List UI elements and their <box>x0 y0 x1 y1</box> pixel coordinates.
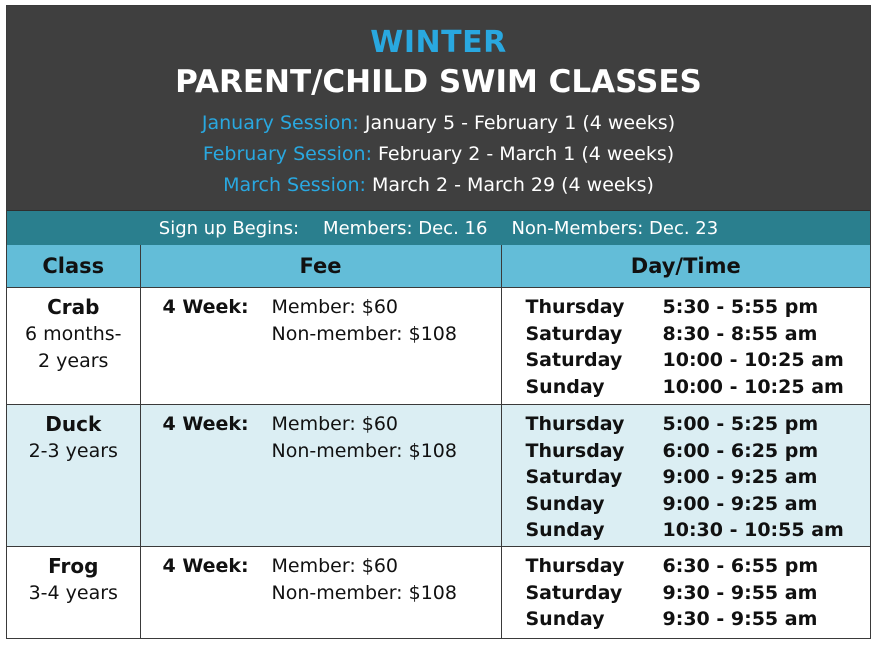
class-name: Crab <box>47 295 100 319</box>
slot-day: Saturday <box>525 466 623 488</box>
slot-time: 10:00 - 10:25 am <box>662 349 844 371</box>
session-list <box>7 108 870 201</box>
class-cell <box>7 405 140 547</box>
fee-period: 4 Week: <box>162 555 249 577</box>
fee-member <box>141 553 501 580</box>
fee-nonmember <box>141 438 501 465</box>
slot-time: 5:30 - 5:55 pm <box>662 296 819 318</box>
time-slot <box>526 517 871 544</box>
fee-member-price: Member: $60 <box>271 413 399 435</box>
class-age: 2-3 years <box>28 440 118 462</box>
time-slot <box>526 347 871 374</box>
session-february <box>7 139 870 170</box>
session-march <box>7 170 870 201</box>
slot-time: 9:00 - 9:25 am <box>662 492 818 515</box>
slot-day: Saturday <box>525 581 623 604</box>
table-row <box>7 547 870 640</box>
slot-day: Sunday <box>525 519 605 541</box>
slot-day: Sunday <box>525 608 605 630</box>
time-slot <box>526 580 871 607</box>
slot-time: 10:00 - 10:25 am <box>662 375 844 398</box>
slot-time: 9:30 - 9:55 am <box>662 608 818 630</box>
time-slot <box>526 294 871 321</box>
table-row <box>7 405 870 547</box>
fee-nonmember-price: Non-member: $108 <box>271 582 457 604</box>
season-title: WINTER <box>370 25 507 60</box>
slot-time: 5:00 - 5:25 pm <box>662 413 819 435</box>
fee-period: 4 Week: <box>162 296 249 318</box>
table-header-row <box>7 245 870 288</box>
schedule-flyer <box>6 5 871 639</box>
fee-cell <box>140 547 501 640</box>
class-table <box>7 245 870 639</box>
page-title: PARENT/CHILD SWIM CLASSES <box>175 64 702 100</box>
slot-time: 10:30 - 10:55 am <box>662 519 844 541</box>
time-slot <box>526 606 871 633</box>
time-cell <box>501 405 870 547</box>
fee-nonmember-price: Non-member: $108 <box>271 440 457 462</box>
fee-cell <box>140 405 501 547</box>
session-dates: February 2 - March 1 (4 weeks) <box>378 143 675 165</box>
time-slot <box>526 553 871 580</box>
class-cell <box>7 288 140 405</box>
fee-member <box>141 411 501 438</box>
class-cell <box>7 547 140 640</box>
slot-time: 6:00 - 6:25 pm <box>662 439 819 462</box>
time-slot <box>526 491 871 518</box>
fee-member-price: Member: $60 <box>271 555 399 577</box>
session-dates: January 5 - February 1 (4 weeks) <box>364 112 676 134</box>
class-age: 3-4 years <box>28 582 118 604</box>
time-cell <box>501 288 870 405</box>
signup-members: Members: Dec. 16 <box>323 217 488 239</box>
slot-time: 6:30 - 6:55 pm <box>662 555 819 577</box>
class-name: Frog <box>48 554 99 578</box>
signup-banner <box>7 210 870 245</box>
header <box>7 6 870 210</box>
session-dates: March 2 - March 29 (4 weeks) <box>371 174 654 196</box>
class-age: 6 months- <box>24 323 122 345</box>
session-january <box>7 108 870 139</box>
slot-day: Saturday <box>525 349 623 371</box>
slot-time: 9:30 - 9:55 am <box>662 581 818 604</box>
time-slot <box>526 438 871 465</box>
slot-time: 8:30 - 8:55 am <box>662 322 818 345</box>
slot-day: Sunday <box>525 492 605 515</box>
slot-time: 9:00 - 9:25 am <box>662 466 818 488</box>
slot-day: Saturday <box>525 322 623 345</box>
session-label: February Session: <box>202 143 372 165</box>
fee-nonmember <box>141 321 501 348</box>
column-header-class: Class <box>7 245 140 288</box>
fee-member-price: Member: $60 <box>271 296 399 318</box>
column-header-fee: Fee <box>140 245 501 288</box>
fee-member <box>141 294 501 321</box>
session-label: March Session: <box>223 174 366 196</box>
fee-period: 4 Week: <box>162 413 249 435</box>
slot-day: Thursday <box>525 555 625 577</box>
signup-label: Sign up Begins: <box>158 217 300 239</box>
fee-cell <box>140 288 501 405</box>
fee-nonmember-price: Non-member: $108 <box>271 323 457 345</box>
slot-day: Thursday <box>525 296 625 318</box>
signup-nonmembers: Non-Members: Dec. 23 <box>511 217 719 239</box>
session-label: January Session: <box>201 112 359 134</box>
time-slot <box>526 374 871 401</box>
class-name: Duck <box>45 412 102 436</box>
table-row <box>7 288 870 405</box>
fee-nonmember <box>141 580 501 607</box>
time-cell <box>501 547 870 640</box>
slot-day: Sunday <box>525 375 605 398</box>
time-slot <box>526 321 871 348</box>
time-slot <box>526 464 871 491</box>
time-slot <box>526 411 871 438</box>
class-age: 2 years <box>38 350 109 372</box>
column-header-daytime: Day/Time <box>501 245 870 288</box>
slot-day: Thursday <box>525 439 625 462</box>
slot-day: Thursday <box>525 413 625 435</box>
